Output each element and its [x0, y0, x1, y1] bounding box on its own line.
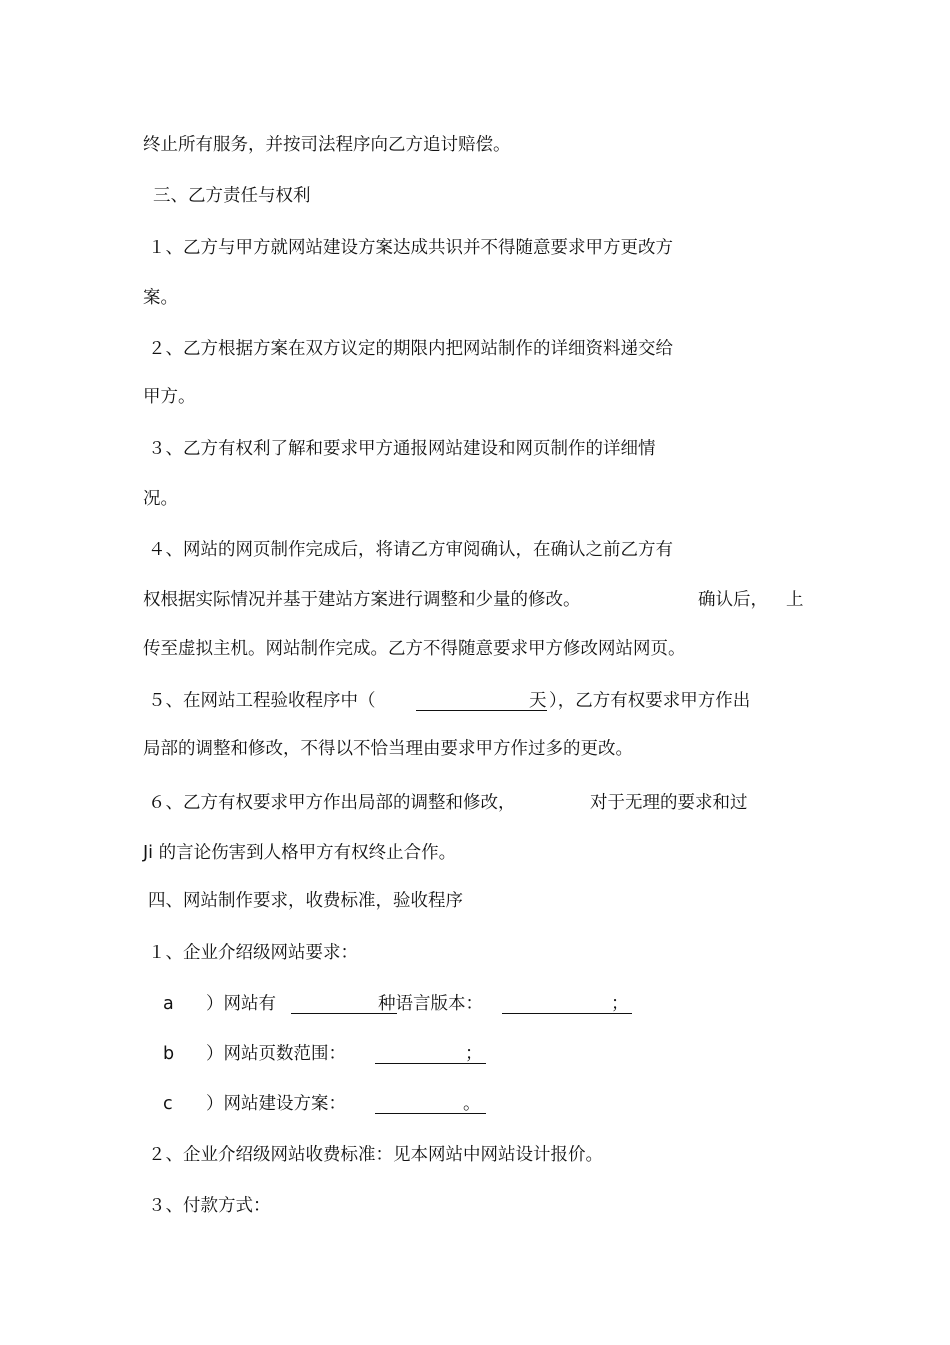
section-heading: 四、网站制作要求，收费标准，验收程序: [148, 891, 463, 911]
item-text: ）网站有: [206, 994, 276, 1014]
paragraph-line: ６、乙方有权要求甲方作出局部的调整和修改，: [148, 793, 516, 813]
paragraph-line: ３、乙方有权利了解和要求甲方通报网站建设和网页制作的详细情: [148, 439, 656, 459]
paragraph-fragment: ），乙方有权要求甲方作出: [549, 691, 751, 711]
paragraph-line: １、企业介绍级网站要求：: [148, 943, 358, 963]
paragraph-line: 况。: [143, 489, 178, 509]
paragraph-line: １、乙方与甲方就网站建设方案达成共识并不得随意要求甲方更改方: [148, 238, 673, 258]
paragraph-fragment: 对于无理的要求和过: [590, 793, 748, 813]
punctuation: 。: [463, 1094, 481, 1114]
paragraph-line: 权根据实际情况并基于建站方案进行调整和少量的修改。: [143, 590, 581, 610]
fill-blank-days: [416, 692, 547, 711]
paragraph-line: ４、网站的网页制作完成后，将请乙方审阅确认，在确认之前乙方有: [148, 540, 673, 560]
item-text: ）网站页数范围：: [206, 1044, 346, 1064]
paragraph-line: ３、付款方式：: [148, 1196, 271, 1216]
punctuation: ；: [465, 1044, 483, 1064]
paragraph-line: ２、企业介绍级网站收费标准：见本网站中网站设计报价。: [148, 1145, 603, 1165]
item-marker-b: b: [163, 1044, 175, 1064]
paragraph-line: 传至虚拟主机。网站制作完成。乙方不得随意要求甲方修改网站网页。: [143, 639, 686, 659]
paragraph-line: ５、在网站工程验收程序中（: [148, 691, 376, 711]
paragraph-line: 甲方。: [143, 387, 196, 407]
section-heading: 三、乙方责任与权利: [153, 186, 311, 206]
paragraph-line: ２、乙方根据方案在双方议定的期限内把网站制作的详细资料递交给: [148, 339, 673, 359]
item-marker-a: a: [163, 994, 174, 1014]
item-marker-c: c: [163, 1094, 173, 1114]
punctuation: ；: [611, 994, 629, 1014]
paragraph-line: 局部的调整和修改，不得以不恰当理由要求甲方作过多的更改。: [143, 739, 633, 759]
item-text: 种语言版本：: [378, 994, 483, 1014]
paragraph-fragment: 确认后，: [698, 590, 768, 610]
item-text: ）网站建设方案：: [206, 1094, 346, 1114]
paragraph-line: Ji 的言论伤害到人格甲方有权终止合作。: [143, 843, 457, 863]
unit-days: 天: [529, 691, 547, 711]
paragraph-line: 案。: [143, 288, 178, 308]
paragraph-fragment: 上: [786, 590, 804, 610]
paragraph-line: 终止所有服务，并按司法程序向乙方追讨赔偿。: [143, 135, 511, 155]
